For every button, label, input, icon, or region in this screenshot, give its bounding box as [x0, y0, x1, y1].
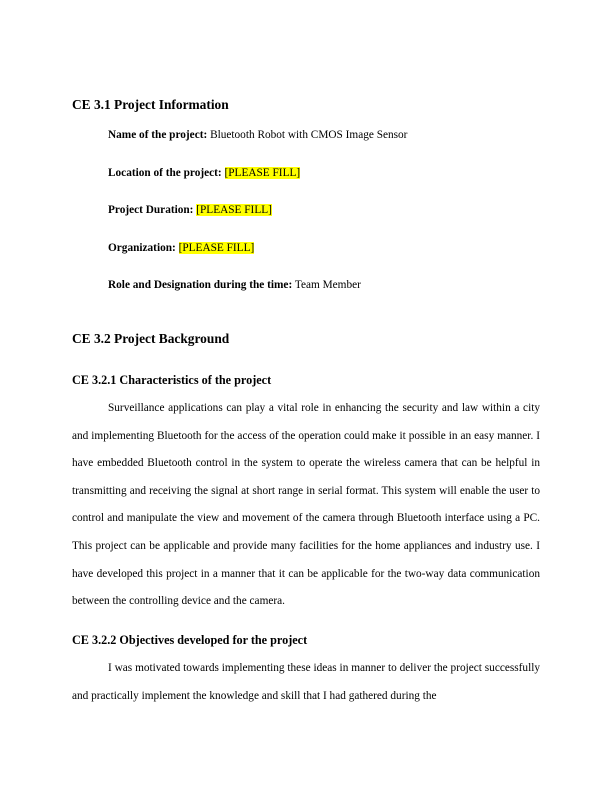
field-project-name-value: Bluetooth Robot with CMOS Image Sensor — [210, 129, 408, 141]
subsection-heading-objectives: CE 3.2.2 Objectives developed for the project — [72, 633, 308, 647]
field-project-duration-value: [PLEASE FILL] — [196, 204, 272, 216]
paragraph-objectives-text: I was motivated towards implementing these ideas in manner to deliver the project successfully and practically implement the knowledge and skill that I had gathered during the — [72, 662, 540, 702]
paragraph-objectives — [72, 655, 540, 710]
paragraph-characteristics — [72, 395, 540, 616]
field-project-name — [108, 128, 407, 142]
field-project-duration — [108, 203, 272, 217]
field-role-designation-value: Team Member — [294, 279, 361, 291]
field-organization-value: [PLEASE FILL] — [178, 242, 255, 254]
field-role-designation-label: Role and Designation during the time: — [108, 279, 293, 291]
field-role-designation — [108, 278, 361, 292]
field-project-location-label: Location of the project: — [108, 167, 222, 179]
field-project-duration-label: Project Duration: — [108, 204, 194, 216]
field-organization — [108, 241, 254, 255]
field-project-location-value: [PLEASE FILL] — [224, 167, 301, 179]
section-heading-project-information: CE 3.1 Project Information — [72, 97, 229, 112]
field-project-name-label: Name of the project: — [108, 129, 208, 141]
section-heading-project-background: CE 3.2 Project Background — [72, 331, 230, 346]
subsection-heading-characteristics: CE 3.2.1 Characteristics of the project — [72, 373, 272, 387]
field-project-location — [108, 166, 300, 180]
paragraph-characteristics-text: Surveillance applications can play a vital role in enhancing the security and law within a city and implementing Bluetooth for the access of the operation could make it possible in an easy manner. I have embedded Bluetooth control in the system to operate the wireless camera that can be helpful in transmitting and receiving the signal at short range in serial format. This system will enable the user to control and manipulate the view and movement of the camera through Bluetooth interface using a PC. This project can be applicable and provide many facilities for the home appliances and industry use. I have developed this project in a manner that it can be applicable for the two-way data communication between the controlling device and the camera. — [72, 402, 540, 608]
field-organization-label: Organization: — [108, 242, 176, 254]
